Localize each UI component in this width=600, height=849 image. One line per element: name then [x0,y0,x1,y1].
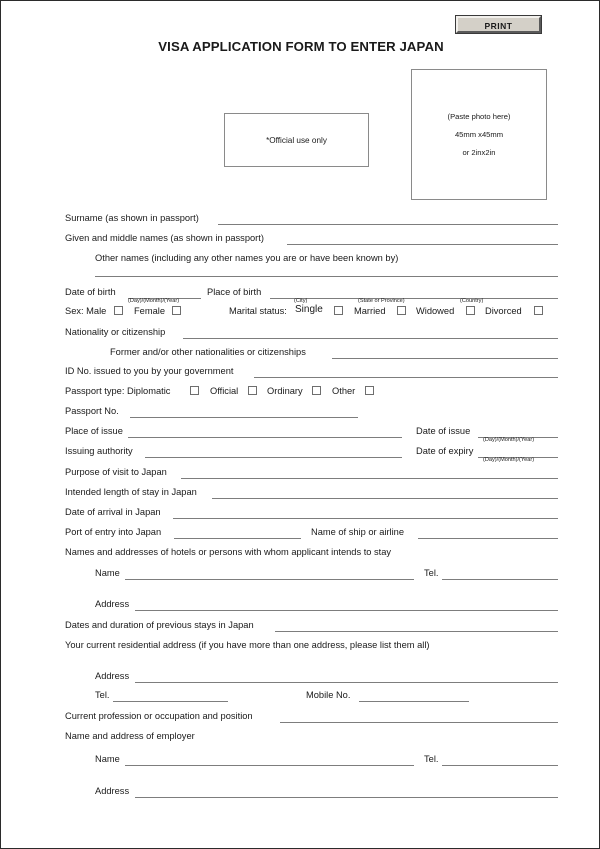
passport-ordinary-label: Ordinary [267,386,303,396]
passport-other-label: Other [332,386,356,396]
employer-name-label: Name [95,754,120,764]
residential-address-label: Address [95,671,130,681]
hotel-name-input[interactable] [125,579,414,580]
issuing-authority-input[interactable] [145,457,402,458]
residential-mobile-label: Mobile No. [306,690,351,700]
port-of-entry-input[interactable] [174,538,301,539]
employer-name-input[interactable] [125,765,414,766]
checkbox-passport-official[interactable] [248,386,257,395]
date-of-birth-format-hint: (Day)/(Month)/(Year) [128,298,180,304]
date-of-expiry-format-hint: (Day)/(Month)/(Year) [483,457,535,463]
date-of-arrival-input[interactable] [173,518,558,519]
employer-heading-label: Name and address of employer [65,731,195,741]
port-of-entry-label: Port of entry into Japan [65,527,162,537]
current-profession-label: Current profession or occupation and position [65,711,253,721]
photo-box-line-2: 45mm x45mm [454,130,504,139]
print-button[interactable]: PRINT [456,16,541,33]
marital-married-label: Married [354,306,386,316]
official-use-box [224,113,369,167]
checkbox-sex-male[interactable] [114,306,123,315]
given-names-label: Given and middle names (as shown in passport) [65,233,264,243]
checkbox-sex-female[interactable] [172,306,181,315]
marital-widowed-label: Widowed [416,306,455,316]
purpose-of-visit-label: Purpose of visit to Japan [65,467,167,477]
marital-single-label: Single [295,304,323,315]
place-of-issue-input[interactable] [128,437,402,438]
passport-no-input[interactable] [130,417,358,418]
marital-divorced-label: Divorced [485,306,522,316]
date-of-expiry-label: Date of expiry [416,446,474,456]
photo-box-line-1: (Paste photo here) [447,112,511,121]
former-nationality-input[interactable] [332,358,558,359]
given-names-input[interactable] [287,244,558,245]
place-of-birth-state-hint: (State or Province) [358,298,405,304]
hotel-address-input[interactable] [135,610,558,611]
passport-type-label: Passport type: Diplomatic [65,386,171,396]
surname-input[interactable] [218,224,558,225]
employer-address-input[interactable] [135,797,558,798]
employer-address-label: Address [95,786,130,796]
checkbox-marital-divorced[interactable] [534,306,543,315]
checkbox-marital-single[interactable] [334,306,343,315]
photo-paste-box [411,69,547,200]
residential-heading-label: Your current residential address (if you have more than one address, please list them all) [65,640,430,650]
date-of-issue-format-hint: (Day)/(Month)/(Year) [483,437,535,443]
previous-stays-input[interactable] [275,631,558,632]
residential-address-input[interactable] [135,682,558,683]
date-of-birth-label: Date of birth [65,287,116,297]
place-of-birth-city-hint: (City) [294,298,308,304]
intended-length-label: Intended length of stay in Japan [65,487,197,497]
id-no-label: ID No. issued to you by your government [65,366,234,376]
issuing-authority-label: Issuing authority [65,446,133,456]
ship-or-airline-input[interactable] [418,538,558,539]
id-no-input[interactable] [254,377,558,378]
employer-tel-label: Tel. [424,754,439,764]
intended-length-input[interactable] [212,498,558,499]
hotels-heading-label: Names and addresses of hotels or persons with whom applicant intends to stay [65,547,392,557]
purpose-of-visit-input[interactable] [181,478,558,479]
date-of-issue-label: Date of issue [416,426,471,436]
hotel-tel-input[interactable] [442,579,558,580]
residential-tel-label: Tel. [95,690,110,700]
other-names-label: Other names (including any other names you are or have been known by) [95,253,399,263]
previous-stays-label: Dates and duration of previous stays in Japan [65,620,254,630]
checkbox-passport-ordinary[interactable] [312,386,321,395]
place-of-issue-label: Place of issue [65,426,123,436]
marital-status-label: Marital status: [229,306,287,316]
nationality-input[interactable] [183,338,558,339]
former-nationality-label: Former and/or other nationalities or citizenships [110,347,306,357]
hotel-tel-label: Tel. [424,568,439,578]
passport-official-label: Official [210,386,239,396]
employer-tel-input[interactable] [442,765,558,766]
current-profession-input[interactable] [280,722,558,723]
place-of-birth-input[interactable] [270,298,558,299]
nationality-label: Nationality or citizenship [65,327,166,337]
checkbox-passport-other[interactable] [365,386,374,395]
residential-mobile-input[interactable] [359,701,469,702]
hotel-address-label: Address [95,599,130,609]
official-use-label: *Official use only [266,135,327,145]
sex-female-label: Female [134,306,166,316]
checkbox-marital-widowed[interactable] [466,306,475,315]
checkbox-passport-diplomatic[interactable] [190,386,199,395]
sex-label: Sex: Male [65,306,107,316]
page-title: VISA APPLICATION FORM TO ENTER JAPAN [158,39,444,54]
date-of-arrival-label: Date of arrival in Japan [65,507,161,517]
photo-box-line-3: or 2inx2in [462,148,496,157]
ship-or-airline-label: Name of ship or airline [311,527,405,537]
place-of-birth-label: Place of birth [207,287,262,297]
hotel-name-label: Name [95,568,120,578]
passport-no-label: Passport No. [65,406,119,416]
surname-label: Surname (as shown in passport) [65,213,199,223]
place-of-birth-country-hint: (Country) [460,298,484,304]
checkbox-marital-married[interactable] [397,306,406,315]
other-names-input[interactable] [95,276,558,277]
residential-tel-input[interactable] [113,701,228,702]
